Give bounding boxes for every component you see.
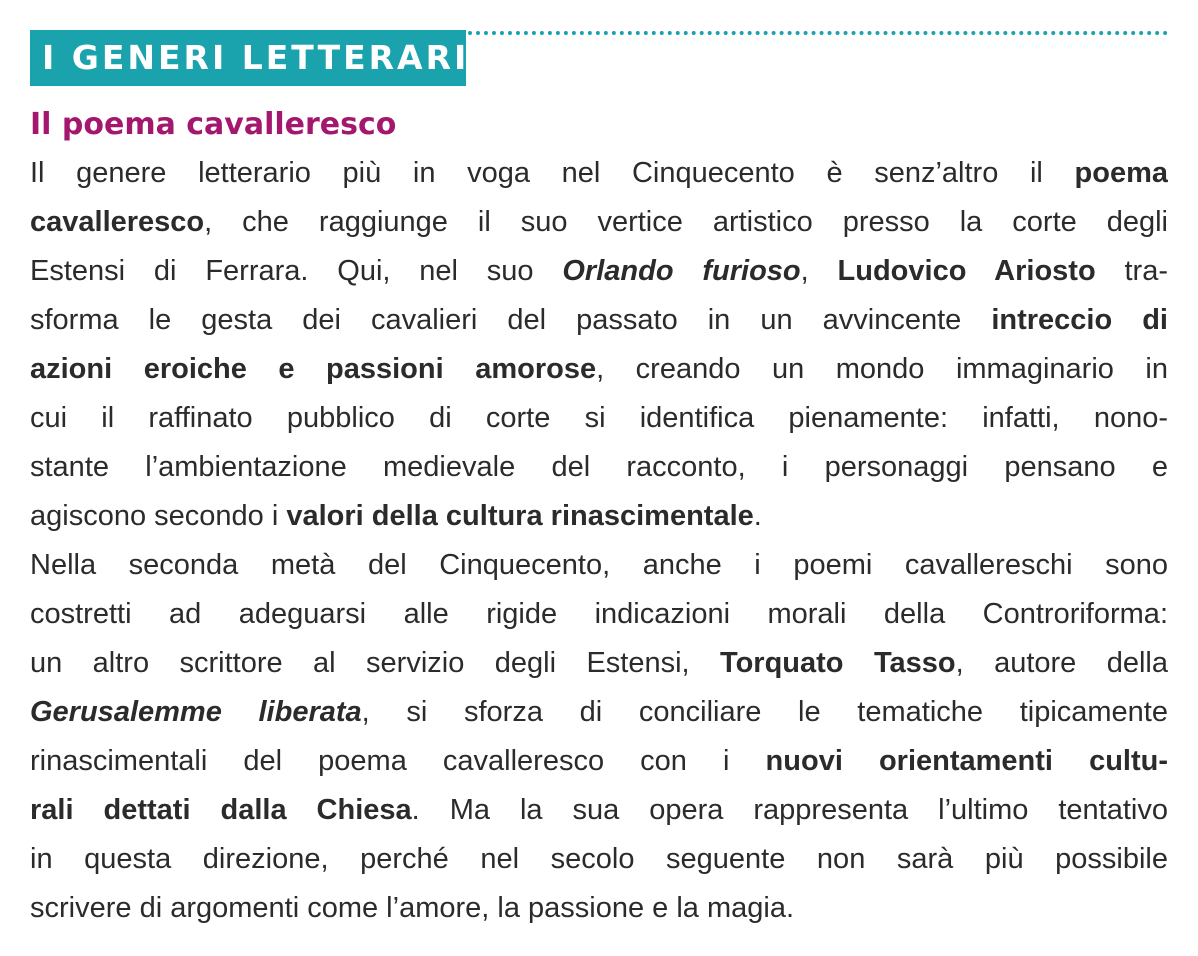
text-segment: , creando un mondo immaginario in (596, 353, 1168, 385)
text-segment: tra- (1095, 255, 1168, 287)
section-header (30, 30, 1168, 86)
body-text (30, 149, 1168, 933)
text-segment: Il genere letterario più in voga nel Cinquecento è senz’altro il (30, 157, 1075, 189)
paragraph (30, 541, 1168, 933)
emphasized-text: azioni eroiche e passioni amorose (30, 353, 597, 385)
text-segment: scrivere di argomenti come l’amore, la passione e la magia. (30, 892, 795, 924)
section-title: Il poema cavalleresco (30, 107, 397, 142)
text-line (30, 688, 1168, 737)
text-segment: Estensi di Ferrara. Qui, nel suo (30, 255, 563, 287)
text-line (30, 345, 1168, 394)
emphasized-text: rali dettati dalla Chiesa (30, 794, 412, 826)
text-segment: cui il raffinato pubblico di corte si identifica pienamente: infatti, nono- (30, 402, 1168, 434)
emphasized-text: Ludovico Ariosto (837, 255, 1096, 287)
text-segment: . (753, 500, 762, 532)
emphasized-text: cavalleresco (30, 206, 205, 238)
text-line (30, 737, 1168, 786)
text-line (30, 394, 1168, 443)
text-line (30, 884, 1168, 933)
emphasized-text: Orlando furioso (562, 255, 801, 287)
text-line (30, 198, 1168, 247)
text-segment: , si sforza di conciliare le tematiche tipicamente (361, 696, 1168, 728)
paragraph (30, 149, 1168, 541)
text-line (30, 541, 1168, 590)
text-line (30, 247, 1168, 296)
text-segment: agiscono secondo i (30, 500, 287, 532)
text-line (30, 296, 1168, 345)
dotted-divider (468, 31, 1168, 35)
text-segment: , (800, 255, 838, 287)
emphasized-text: intreccio di (991, 304, 1168, 336)
emphasized-text: poema (1074, 157, 1168, 189)
text-segment: in questa direzione, perché nel secolo seguente non sarà più possibile (30, 843, 1168, 875)
text-line (30, 590, 1168, 639)
text-segment: Nella seconda metà del Cinquecento, anche i poemi cavallereschi sono (30, 549, 1168, 581)
text-line (30, 639, 1168, 688)
section-label: I GENERI LETTERARI (30, 30, 466, 86)
text-segment: , autore della (955, 647, 1168, 679)
text-segment: . Ma la sua opera rappresenta l’ultimo tentativo (411, 794, 1168, 826)
text-segment: costretti ad adeguarsi alle rigide indicazioni morali della Controriforma: (30, 598, 1168, 630)
text-segment: sforma le gesta dei cavalieri del passato in un avvincente (30, 304, 992, 336)
emphasized-text: Torquato Tasso (720, 647, 956, 679)
text-line (30, 835, 1168, 884)
emphasized-text: Gerusalemme liberata (30, 696, 362, 728)
emphasized-text: valori della cultura rinascimentale (286, 500, 754, 532)
text-segment: stante l’ambientazione medievale del racconto, i personaggi pensano e (30, 451, 1168, 483)
text-segment: rinascimentali del poema cavalleresco con i (30, 745, 766, 777)
text-segment: un altro scrittore al servizio degli Estensi, (30, 647, 721, 679)
emphasized-text: nuovi orientamenti cultu- (765, 745, 1168, 777)
text-line (30, 786, 1168, 835)
text-line (30, 149, 1168, 198)
text-line (30, 443, 1168, 492)
text-line (30, 492, 1168, 541)
text-segment: , che raggiunge il suo vertice artistico presso la corte degli (204, 206, 1168, 238)
